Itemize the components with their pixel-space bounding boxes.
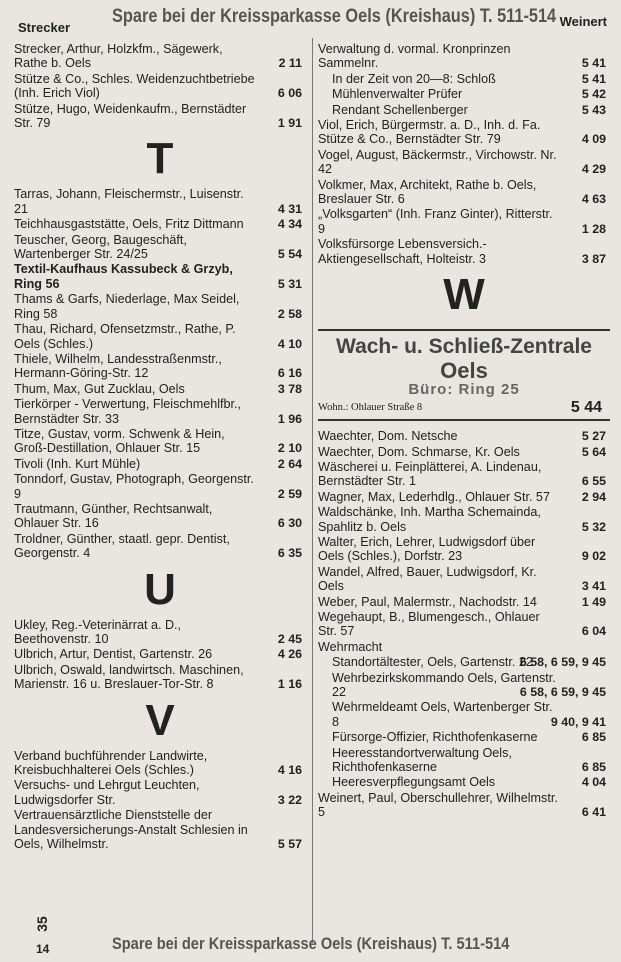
entry-text: Vertrauensärztliche Dienststelle der Landesversicherungs-Anstalt Schlesien in Oels, Wilhelmstr. (14, 808, 248, 852)
entry-text: Fürsorge-Offizier, Richthofenkaserne (332, 730, 538, 745)
phone-number: 9 40, 9 41 (550, 714, 606, 729)
phone-number: 5 41 (581, 56, 606, 71)
entry-text: Weinert, Paul, Oberschullehrer, Wilhelmstr. 5 (318, 790, 558, 820)
directory-entry (318, 460, 610, 489)
phone-number: 3 22 (277, 792, 302, 807)
phone-number: 2 58 (277, 306, 302, 321)
directory-entry (14, 618, 306, 647)
directory-entry (318, 655, 610, 669)
phone-number: 2 59 (277, 486, 302, 501)
entry-text: Rendant Schellenberger (332, 102, 468, 117)
entry-text: Thiele, Wilhelm, Landesstraßenmstr., Hermann-Göring-Str. 12 (14, 351, 222, 381)
phone-number: 4 31 (277, 201, 302, 216)
header-first-entry: Strecker (18, 20, 71, 35)
entry-text: Textil-Kaufhaus Kassubeck & Grzyb, Ring 56 (14, 262, 233, 291)
entry-text: „Volksgarten“ (Inh. Franz Ginter), Ritterstr. 9 (318, 207, 553, 236)
entry-text: Wehrmacht (318, 639, 383, 654)
phone-number: 4 63 (581, 192, 606, 207)
phone-number: 4 04 (581, 775, 606, 790)
entry-text: Tarras, Johann, Fleischermstr., Luisenstr. 21 (14, 187, 244, 216)
entry-text: Stütze, Hugo, Weidenkaufm., Bernstädter Str. 79 (14, 101, 247, 131)
directory-entry (14, 532, 306, 561)
advertisement-box (318, 329, 610, 421)
phone-number: 5 32 (581, 519, 606, 534)
footer-banner: Spare bei der Kreissparkasse Oels (Kreishaus) T. 511-514 (112, 934, 510, 953)
directory-entry (14, 502, 306, 531)
phone-number: 6 41 (581, 805, 606, 820)
ad-office: Büro: Ring 25 (408, 381, 520, 399)
phone-number: 6 04 (581, 624, 606, 639)
phone-number: 9 02 (581, 549, 606, 564)
section-letter: W (443, 270, 485, 320)
phone-number: 2 11 (278, 56, 302, 71)
directory-entry (14, 42, 306, 71)
entry-text: Trautmann, Günther, Rechtsanwalt, Ohlauer Str. 16 (14, 501, 213, 531)
directory-entry (14, 457, 306, 471)
phone-number: 5 64 (581, 444, 606, 459)
page-header (0, 2, 621, 40)
phone-number: 4 26 (277, 647, 302, 662)
entry-text: Titze, Gustav, vorm. Schwenk & Hein, Groß-Destillation, Ohlauer Str. 15 (14, 426, 225, 456)
directory-entry (318, 178, 610, 207)
entry-text: Wagner, Max, Lederhdlg., Ohlauer Str. 57 (318, 489, 550, 504)
phone-number: 1 96 (277, 411, 302, 426)
entry-text: Verwaltung d. vormal. Kronprinzen Sammelnr. (318, 42, 511, 71)
phone-number: 6 85 (581, 760, 606, 775)
phone-number: 5 27 (581, 429, 606, 444)
entry-text: Teichhausgaststätte, Oels, Fritz Dittmann (14, 217, 244, 232)
directory-entry (318, 671, 610, 700)
ad-home-address: Wohn.: Ohlauer Straße 8 (318, 401, 423, 413)
directory-entry (318, 610, 610, 639)
directory-entry (318, 103, 610, 117)
entry-text: Walter, Erich, Lehrer, Ludwigsdorf über Oels (Schles.), Dorfstr. 23 (318, 534, 536, 564)
entry-text: Heeresverpflegungsamt Oels (332, 775, 496, 790)
ad-city: Oels (440, 358, 488, 384)
entry-text: Wegehaupt, B., Blumengesch., Ohlauer Str. 57 (318, 609, 540, 639)
phone-number: 5 31 (277, 276, 302, 291)
header-banner: Spare bei der Kreissparkasse Oels (Kreishaus) T. 511-514 (112, 6, 557, 27)
phone-number: 4 34 (277, 217, 302, 232)
phone-number: 4 29 (581, 162, 606, 177)
directory-entry (318, 72, 610, 86)
directory-entry (14, 217, 306, 231)
entry-text: Wehrbezirkskommando Oels, Gartenstr. 22 (332, 670, 556, 699)
entry-text: Thum, Max, Gut Zucklau, Oels (14, 381, 185, 396)
phone-number: 3 87 (581, 251, 606, 266)
entry-text: Wäscherei u. Feinplätterei, A. Lindenau, Bernstädter Str. 1 (318, 459, 542, 489)
phone-number: 1 91 (277, 116, 302, 131)
right-column (318, 42, 610, 821)
entry-text: Heeresstandortverwaltung Oels, Richthofenkaserne (332, 745, 512, 775)
entry-text: Standortältester, Oels, Gartenstr. 22 (332, 655, 533, 670)
directory-entry (14, 472, 306, 501)
directory-entry (14, 427, 306, 456)
phone-number: 4 10 (277, 336, 302, 351)
directory-entry (318, 505, 610, 534)
directory-entry (14, 808, 306, 851)
directory-entry (318, 640, 610, 654)
phone-number: 5 41 (581, 71, 606, 86)
phone-number: 6 30 (277, 516, 302, 531)
phone-number: 3 41 (581, 579, 606, 594)
entry-text: Waechter, Dom. Netsche (318, 429, 458, 444)
directory-entry (14, 749, 306, 778)
section-letter: U (144, 564, 176, 614)
directory-entry (318, 746, 610, 775)
entry-text: Verband buchführender Landwirte, Kreisbuchhalterei Oels (Schles.) (14, 748, 208, 778)
entry-text: Viol, Erich, Bürgermstr. a. D., Inh. d. Fa. Stütze & Co., Bernstädter Str. 79 (318, 118, 541, 147)
directory-entry (14, 322, 306, 351)
entry-text: Volkmer, Max, Architekt, Rathe b. Oels, Breslauer Str. 6 (318, 177, 537, 207)
phone-number: 4 09 (581, 132, 606, 147)
directory-entry (14, 382, 306, 396)
ad-title: Wach- u. Schließ-Zentrale (336, 335, 592, 359)
directory-entry (318, 775, 610, 789)
directory-entry (14, 187, 306, 216)
directory-entry (14, 292, 306, 321)
entry-text: Strecker, Arthur, Holzkfm., Sägewerk, Rathe b. Oels (14, 42, 223, 71)
phone-number: 1 16 (277, 677, 302, 692)
phone-number: 6 55 (581, 474, 606, 489)
directory-entry (318, 237, 610, 266)
entry-text: Waldschänke, Inh. Martha Schemainda, Spahlitz b. Oels (318, 505, 541, 534)
phone-number: 4 16 (277, 763, 302, 778)
column-divider (312, 38, 313, 943)
entry-text: Mühlenverwalter Prüfer (332, 87, 463, 102)
entry-text: Teuscher, Georg, Baugeschäft, Wartenberger Str. 24/25 (14, 232, 187, 262)
entry-text: Versuchs- und Lehrgut Leuchten, Ludwigsdorfer Str. (14, 778, 200, 807)
directory-entry (318, 730, 610, 744)
page-number: 14 (36, 942, 50, 956)
entry-text: Volksfürsorge Lebensversich.-Aktiengesellschaft, Holteistr. 3 (318, 237, 487, 266)
corner-page-marker: 35 (33, 916, 50, 932)
phone-number: 2 64 (277, 456, 302, 471)
directory-entry (14, 352, 306, 381)
phone-number: 2 94 (581, 489, 606, 504)
entry-text: Vogel, August, Bäckermstr., Virchowstr. Nr. 42 (318, 147, 557, 177)
phone-number: 6 58, 6 59, 9 45 (519, 685, 606, 699)
directory-entry (14, 102, 306, 131)
phone-number: 5 43 (581, 102, 606, 117)
entry-text: Waechter, Dom. Schmarse, Kr. Oels (318, 444, 520, 459)
directory-entry (318, 490, 610, 504)
phone-number: 5 54 (277, 247, 302, 262)
directory-entry (14, 663, 306, 692)
entry-text: Thau, Richard, Ofensetzmstr., Rathe, P. Oels (Schles.) (14, 322, 236, 351)
directory-entry (318, 118, 610, 147)
directory-entry (14, 397, 306, 426)
entry-text: Tivoli (Inh. Kurt Mühle) (14, 456, 141, 471)
phone-number: 1 49 (581, 594, 606, 609)
directory-entry (318, 535, 610, 564)
directory-entry (318, 207, 610, 236)
entry-text: Troldner, Günther, staatl. gepr. Dentist, Georgenstr. 4 (14, 531, 230, 561)
directory-entry (318, 700, 610, 729)
entry-text: In der Zeit von 20—8: Schloß (332, 71, 496, 86)
entry-text: Stütze & Co., Schles. Weidenzuchtbetriebe (Inh. Erich Viol) (14, 71, 255, 101)
entry-text: Weber, Paul, Malermstr., Nachodstr. 14 (318, 594, 537, 609)
phone-number: 5 57 (277, 837, 302, 852)
directory-entry (14, 233, 306, 262)
directory-entry (318, 565, 610, 594)
entry-text: Ulbrich, Oswald, landwirtsch. Maschinen, Marienstr. 16 u. Breslauer-Tor-Str. 8 (14, 662, 244, 692)
directory-entry (14, 647, 306, 661)
phone-number: 2 45 (277, 632, 302, 646)
entry-text: Tonndorf, Gustav, Photograph, Georgenstr. 9 (14, 472, 254, 501)
phone-number: 2 10 (277, 441, 302, 456)
section-letter: T (146, 134, 174, 184)
entry-text: Tierkörper - Verwertung, Fleischmehlfbr., Bernstädter Str. 33 (14, 397, 242, 426)
directory-entry (318, 42, 610, 71)
phone-number: 1 28 (581, 221, 606, 236)
directory-entry (14, 778, 306, 807)
left-column (14, 42, 306, 852)
phone-number: 3 78 (277, 381, 302, 396)
header-last-entry: Weinert (559, 14, 607, 29)
directory-entry (318, 87, 610, 101)
directory-entry (318, 445, 610, 459)
entry-text: Ukley, Reg.-Veterinärrat a. D., Beethovenstr. 10 (14, 617, 182, 646)
entry-text: Ulbrich, Artur, Dentist, Gartenstr. 26 (14, 647, 213, 662)
entry-text: Wehrmeldeamt Oels, Wartenberger Str. 8 (332, 700, 553, 729)
phone-number: 6 16 (277, 366, 302, 381)
entry-text: Wandel, Alfred, Bauer, Ludwigsdorf, Kr. Oels (318, 564, 537, 594)
phone-number: 6 06 (277, 86, 302, 101)
phone-number: 6 35 (277, 546, 302, 561)
ad-phone: 5 44 (570, 398, 602, 416)
section-letter: V (145, 695, 175, 745)
phone-number: 6 58, 6 59, 9 45 (519, 655, 606, 670)
directory-entry (14, 72, 306, 101)
phone-number: 5 42 (581, 87, 606, 102)
directory-entry (318, 595, 610, 609)
directory-entry (318, 429, 610, 443)
directory-entry (318, 791, 610, 820)
directory-entry (318, 148, 610, 177)
phone-number: 6 85 (581, 730, 606, 745)
entry-text: Thams & Garfs, Niederlage, Max Seidel, Ring 58 (14, 292, 240, 321)
directory-entry (14, 262, 306, 291)
